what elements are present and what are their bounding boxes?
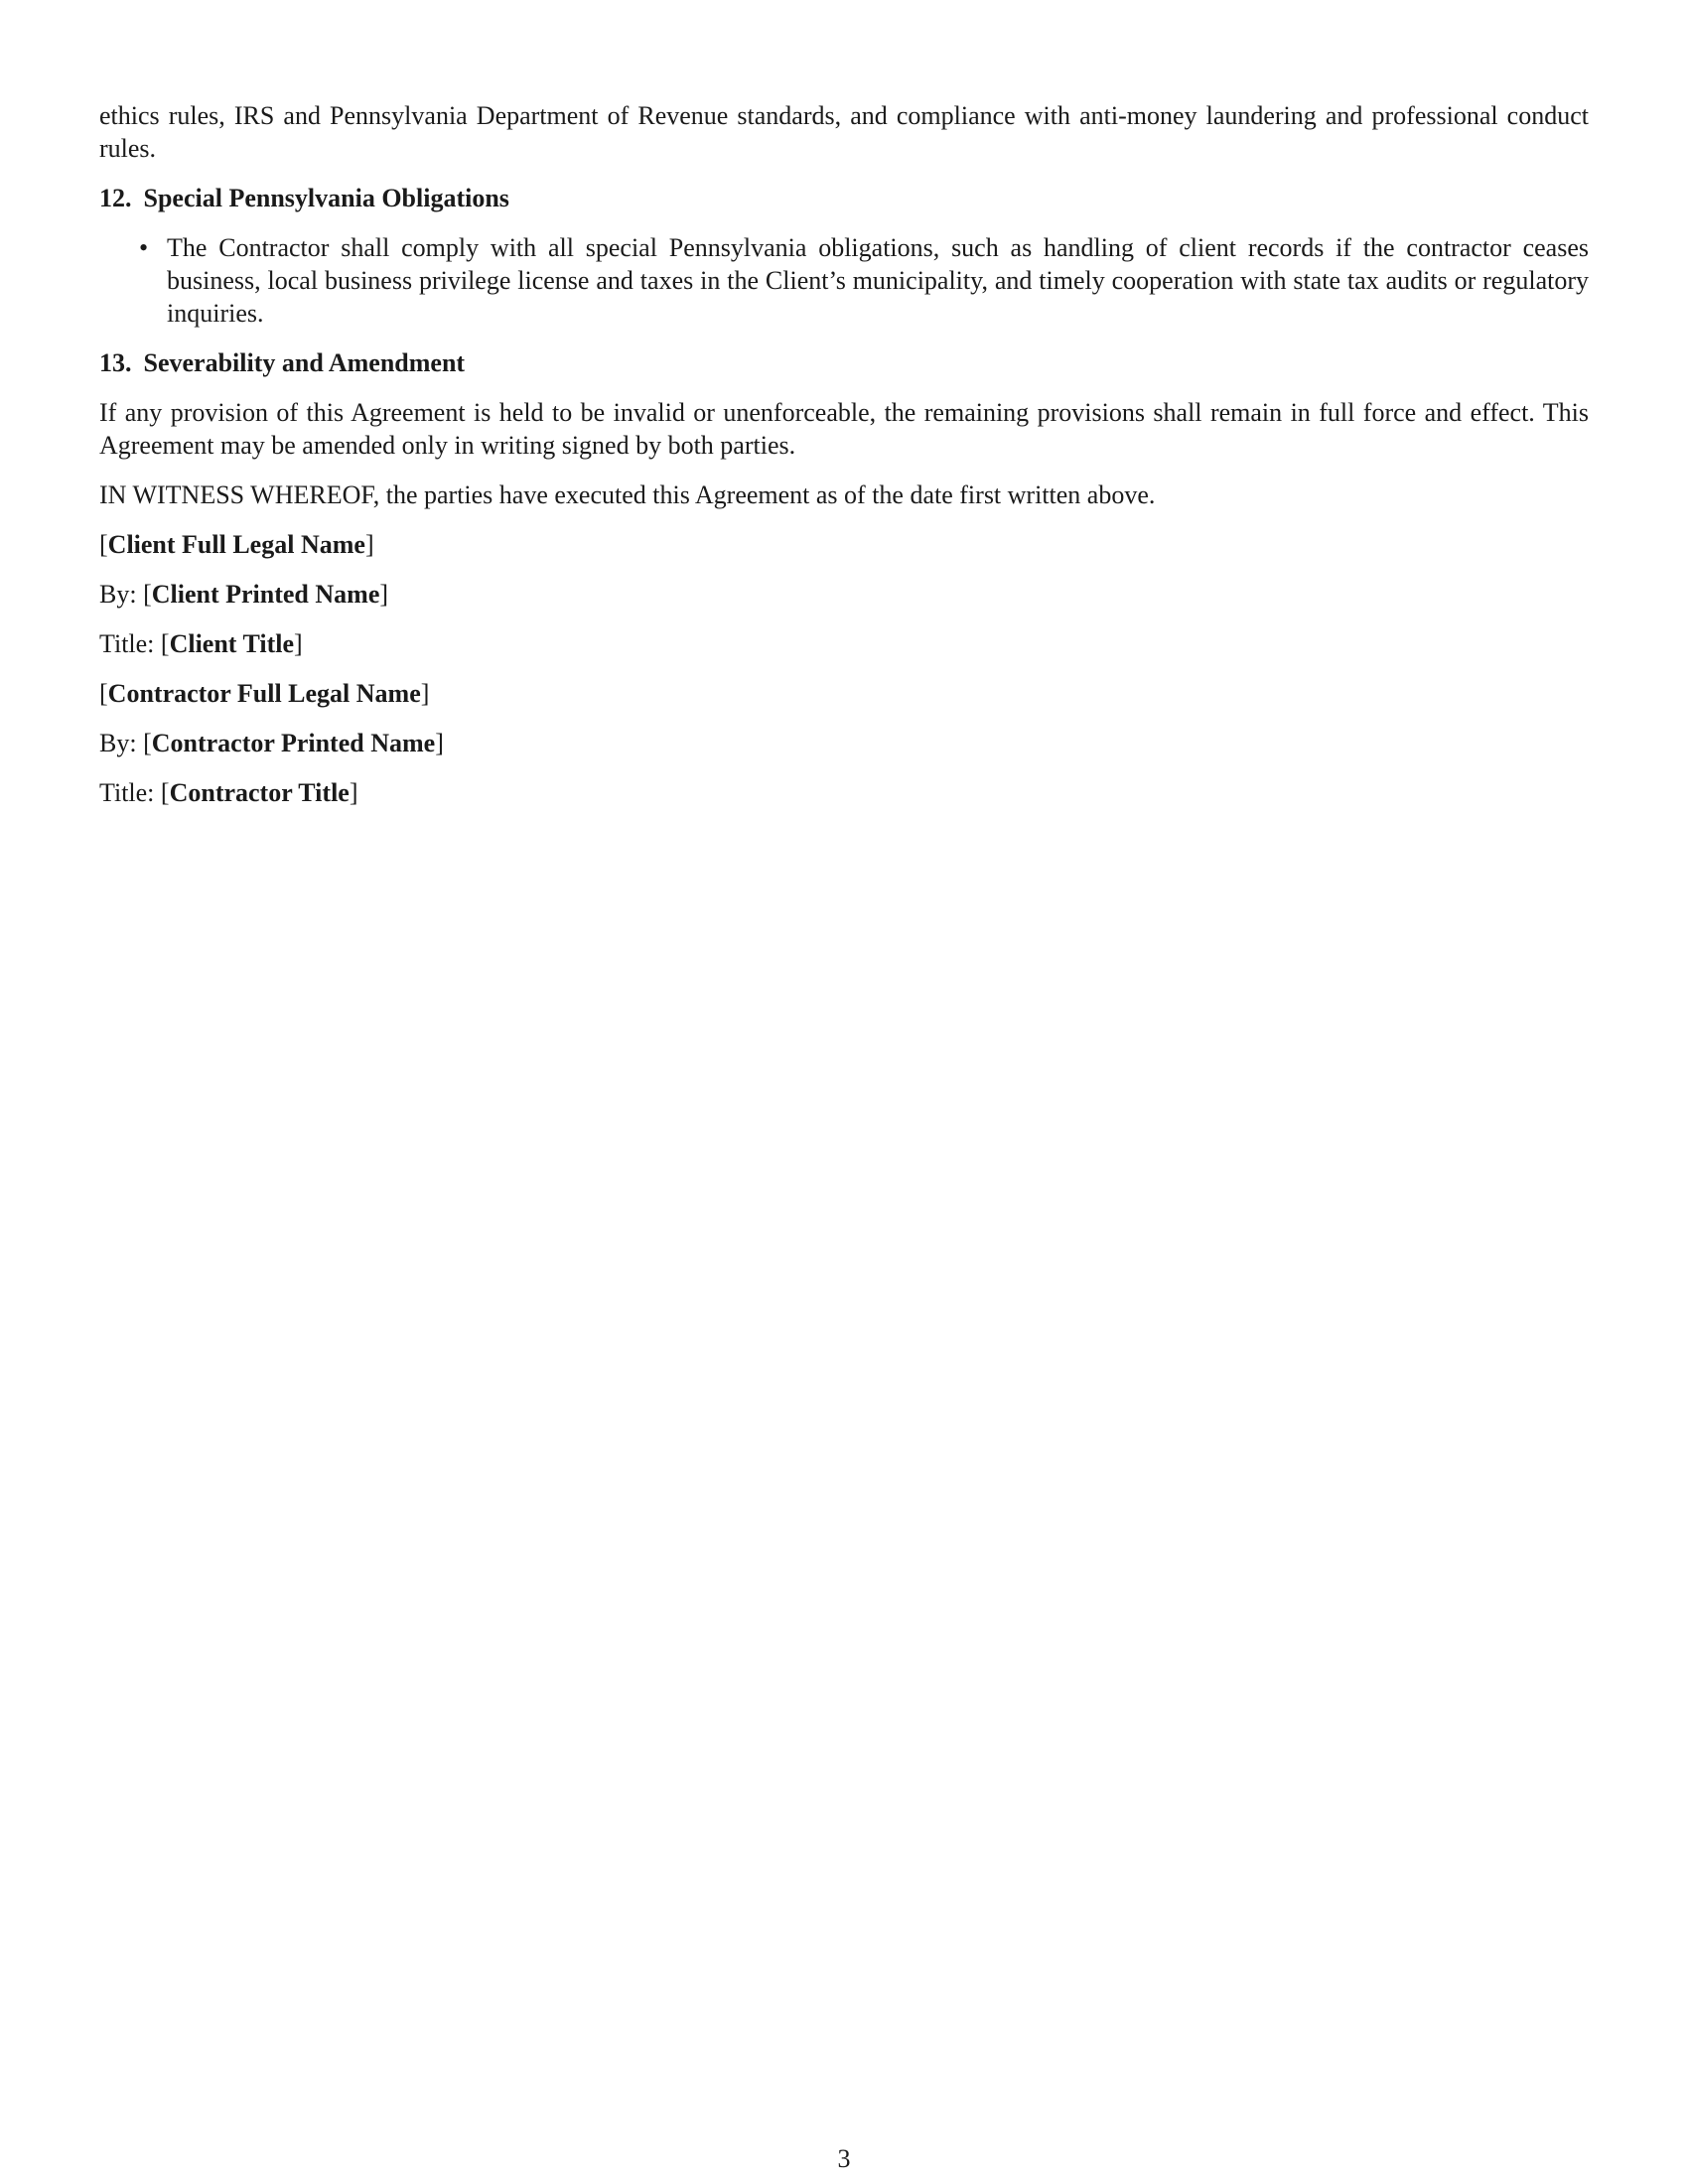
- section-13-heading: [99, 346, 1589, 379]
- contractor-title: Contractor Title: [169, 778, 350, 807]
- client-by-label: By:: [99, 580, 137, 609]
- bullet-icon: •: [139, 233, 149, 262]
- section-12-heading: [99, 182, 1589, 214]
- section-13-body: If any provision of this Agreement is held to be invalid or unenforceable, the remaining provisions shall remain in full force and effect. This Agreement may be amended only in writing signed by both parties.: [99, 398, 1589, 460]
- section-12-bullet-text: The Contractor shall comply with all special Pennsylvania obligations, such as handling of client records if the contractor ceases business, local business privilege license and taxes in the Client’s municipality, and timely cooperation with state tax audits or regulatory inquiries.: [167, 233, 1589, 328]
- client-by-line: By: [Client Printed Name]: [99, 580, 389, 609]
- section-12-number: 12.: [99, 184, 132, 212]
- witness-paragraph: IN WITNESS WHEREOF, the parties have executed this Agreement as of the date first written above.: [99, 480, 1156, 509]
- section-12-title: Special Pennsylvania Obligations: [143, 184, 509, 212]
- section-13-number: 13.: [99, 348, 132, 377]
- client-title: Client Title: [169, 629, 295, 658]
- section-12-bullet-list: [99, 231, 1589, 330]
- client-legal-name-line: [Client Full Legal Name]: [99, 530, 374, 559]
- contractor-title-line: Title: [Contractor Title]: [99, 778, 358, 807]
- document-page: [99, 99, 1589, 826]
- continuation-paragraph: ethics rules, IRS and Pennsylvania Department of Revenue standards, and compliance with anti-money laundering and professional conduct rules.: [99, 101, 1589, 163]
- page-number: 3: [837, 2144, 851, 2173]
- client-title-label: Title:: [99, 629, 155, 658]
- contractor-legal-name-line: [Contractor Full Legal Name]: [99, 679, 430, 708]
- contractor-title-label: Title:: [99, 778, 155, 807]
- contractor-by-line: By: [Contractor Printed Name]: [99, 729, 444, 757]
- client-legal-name: Client Full Legal Name: [107, 530, 365, 559]
- contractor-legal-name: Contractor Full Legal Name: [107, 679, 421, 708]
- client-printed-name: Client Printed Name: [151, 580, 380, 609]
- list-item: [99, 231, 1589, 330]
- client-title-line: Title: [Client Title]: [99, 629, 303, 658]
- contractor-by-label: By:: [99, 729, 137, 757]
- section-13-title: Severability and Amendment: [143, 348, 466, 377]
- contractor-printed-name: Contractor Printed Name: [151, 729, 436, 757]
